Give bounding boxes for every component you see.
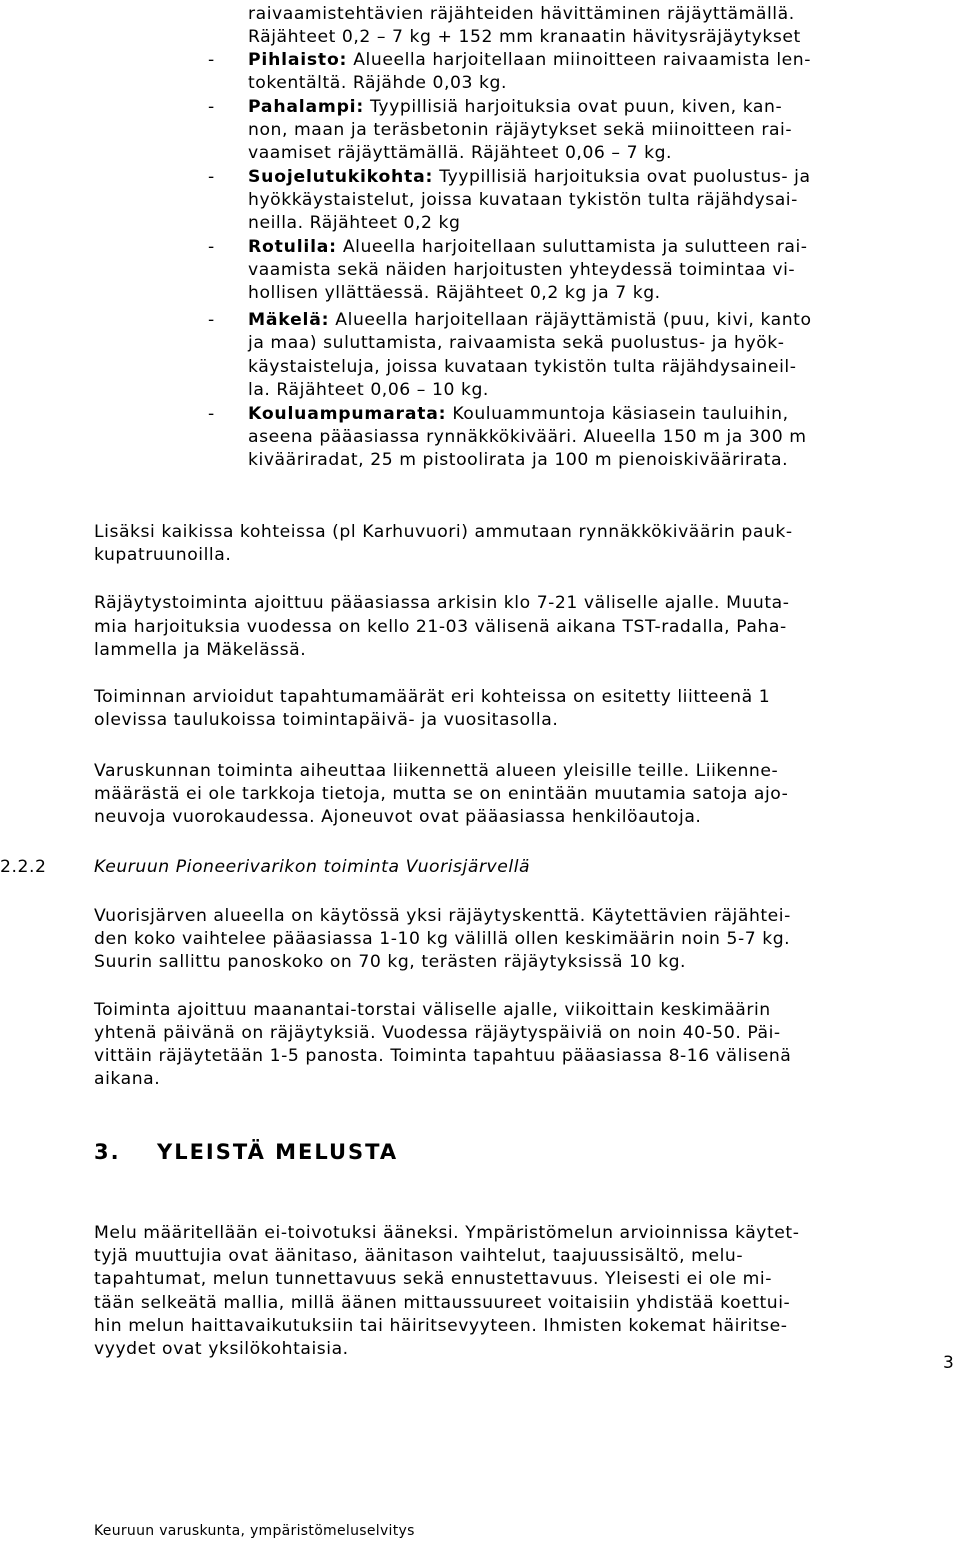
list-continuation-line: Räjähteet 0,2 – 7 kg + 152 mm kranaatin hävitysräjäytykset [248, 27, 801, 47]
list-dash: - [208, 237, 215, 257]
list-item-first-line [248, 236, 808, 259]
paragraph-line: vittäin räjäytetään 1-5 panosta. Toiminta tapahtuu pääasiassa 8-16 välisenä [94, 1046, 792, 1066]
paragraph-line: Suurin sallittu panoskoko on 70 kg, terästen räjäytyksissä 10 kg. [94, 952, 687, 972]
list-item-text: Alueella harjoitellaan suluttamista ja sulutteen rai- [336, 237, 808, 257]
paragraph-line: hin melun haittavaikutuksiin tai häiritsevyyteen. Ihmisten kokemat häiritse- [94, 1316, 788, 1336]
paragraph-line: määrästä ei ole tarkkoja tietoja, mutta se on enintään muutamia satoja ajo- [94, 784, 789, 804]
list-item-line: aseena pääasiassa rynnäkkökivääri. Alueella 150 m ja 300 m [248, 427, 807, 447]
paragraph-line: den koko vaihtelee pääasiassa 1-10 kg välillä ollen keskimäärin noin 5-7 kg. [94, 929, 791, 949]
site-name: Suojelutukikohta: [248, 167, 434, 187]
list-dash: - [208, 404, 215, 424]
list-continuation-line: raivaamistehtävien räjähteiden hävittäminen räjäyttämällä. [248, 4, 795, 24]
list-item-line: hollisen yllättäessä. Räjähteet 0,2 kg ja 7 kg. [248, 283, 661, 303]
site-name: Mäkelä: [248, 310, 330, 330]
list-item-text: Kouluammuntoja käsiasein tauluihin, [446, 404, 789, 424]
list-item-text: Tyypillisiä harjoituksia ovat puolustus- ja [433, 167, 811, 187]
page-number: 3 [943, 1353, 955, 1373]
list-item-text: Alueella harjoitellaan miinoitteen raivaamista len- [347, 50, 811, 70]
list-dash: - [208, 50, 215, 70]
paragraph-line: Lisäksi kaikissa kohteissa (pl Karhuvuori) ammutaan rynnäkkökiväärin pauk- [94, 522, 793, 542]
site-name: Pahalampi: [248, 97, 365, 117]
list-item-line: käystaisteluja, joissa kuvataan tykistön tulta räjähdysaineil- [248, 357, 797, 377]
paragraph-line: mia harjoituksia vuodessa on kello 21-03 välisenä aikana TST-radalla, Paha- [94, 617, 787, 637]
paragraph-line: neuvoja vuorokaudessa. Ajoneuvot ovat pääasiassa henkilöautoja. [94, 807, 702, 827]
list-dash: - [208, 97, 215, 117]
list-item-line: vaamiset räjäyttämällä. Räjähteet 0,06 – 7 kg. [248, 143, 673, 163]
list-item-line: ja maa) suluttamista, raivaamista sekä puolustus- ja hyök- [248, 333, 785, 353]
list-item-line: tokentältä. Räjähde 0,03 kg. [248, 73, 508, 93]
list-item-first-line [248, 403, 789, 426]
list-item-line: kivääriradat, 25 m pistoolirata ja 100 m pienoiskiväärirata. [248, 450, 789, 470]
paragraph-line: aikana. [94, 1069, 161, 1089]
list-item-first-line [248, 49, 811, 72]
paragraph-line: yhtenä päivänä on räjäytyksiä. Vuodessa räjäytyspäiviä on noin 40-50. Päi- [94, 1023, 781, 1043]
list-item-first-line [248, 166, 811, 189]
paragraph-line: tyjä muuttujia ovat äänitaso, äänitason vaihtelut, taajuussisältö, melu- [94, 1246, 744, 1266]
paragraph-line: Melu määritellään ei-toivotuksi ääneksi. Ympäristömelun arvioinnissa käytet- [94, 1223, 800, 1243]
list-item-text: Tyypillisiä harjoituksia ovat puun, kiven, kan- [364, 97, 783, 117]
paragraph-line: Varuskunnan toiminta aiheuttaa liikennettä alueen yleisille teille. Liikenne- [94, 761, 779, 781]
chapter-title: YLEISTÄ MELUSTA [157, 1140, 399, 1164]
site-name: Rotulila: [248, 237, 337, 257]
paragraph-line: Räjäytystoiminta ajoittuu pääasiassa arkisin klo 7-21 väliselle ajalle. Muuta- [94, 593, 790, 613]
paragraph-line: lammella ja Mäkelässä. [94, 640, 307, 660]
site-name: Pihlaisto: [248, 50, 348, 70]
list-item-line: hyökkäystaistelut, joissa kuvataan tykistön tulta räjähdysai- [248, 190, 798, 210]
section-title: Keuruun Pioneerivarikon toiminta Vuorisjärvellä [94, 857, 531, 877]
list-item-line: la. Räjähteet 0,06 – 10 kg. [248, 380, 489, 400]
section-number: 2.2.2 [0, 857, 47, 877]
page-footer: Keuruun varuskunta, ympäristömeluselvitys [94, 1523, 415, 1539]
paragraph-line: tään selkeätä mallia, millä äänen mittaussuureet voitaisiin yhdistää koettui- [94, 1293, 791, 1313]
paragraph-line: Toiminta ajoittuu maanantai-torstai väliselle ajalle, viikoittain keskimäärin [94, 1000, 771, 1020]
list-dash: - [208, 310, 215, 330]
list-item-line: non, maan ja teräsbetonin räjäytykset sekä miinoitteen rai- [248, 120, 793, 140]
list-dash: - [208, 167, 215, 187]
list-item-line: neilla. Räjähteet 0,2 kg [248, 213, 461, 233]
chapter-number: 3. [94, 1140, 121, 1164]
paragraph-line: olevissa taulukoissa toimintapäivä- ja vuositasolla. [94, 710, 559, 730]
list-item-text: Alueella harjoitellaan räjäyttämistä (puu, kivi, kanto [329, 310, 812, 330]
list-item-first-line [248, 309, 812, 332]
paragraph-line: Toiminnan arvioidut tapahtumamäärät eri kohteissa on esitetty liitteenä 1 [94, 687, 771, 707]
paragraph-line: Vuorisjärven alueella on käytössä yksi räjäytyskenttä. Käytettävien räjähtei- [94, 906, 791, 926]
site-name: Kouluampumarata: [248, 404, 447, 424]
paragraph-line: kupatruunoilla. [94, 545, 232, 565]
paragraph-line: vyydet ovat yksilökohtaisia. [94, 1339, 349, 1359]
paragraph-line: tapahtumat, melun tunnettavuus sekä ennustettavuus. Yleisesti ei ole mi- [94, 1269, 772, 1289]
list-item-line: vaamista sekä näiden harjoitusten yhteydessä toimintaa vi- [248, 260, 796, 280]
list-item-first-line [248, 96, 782, 119]
